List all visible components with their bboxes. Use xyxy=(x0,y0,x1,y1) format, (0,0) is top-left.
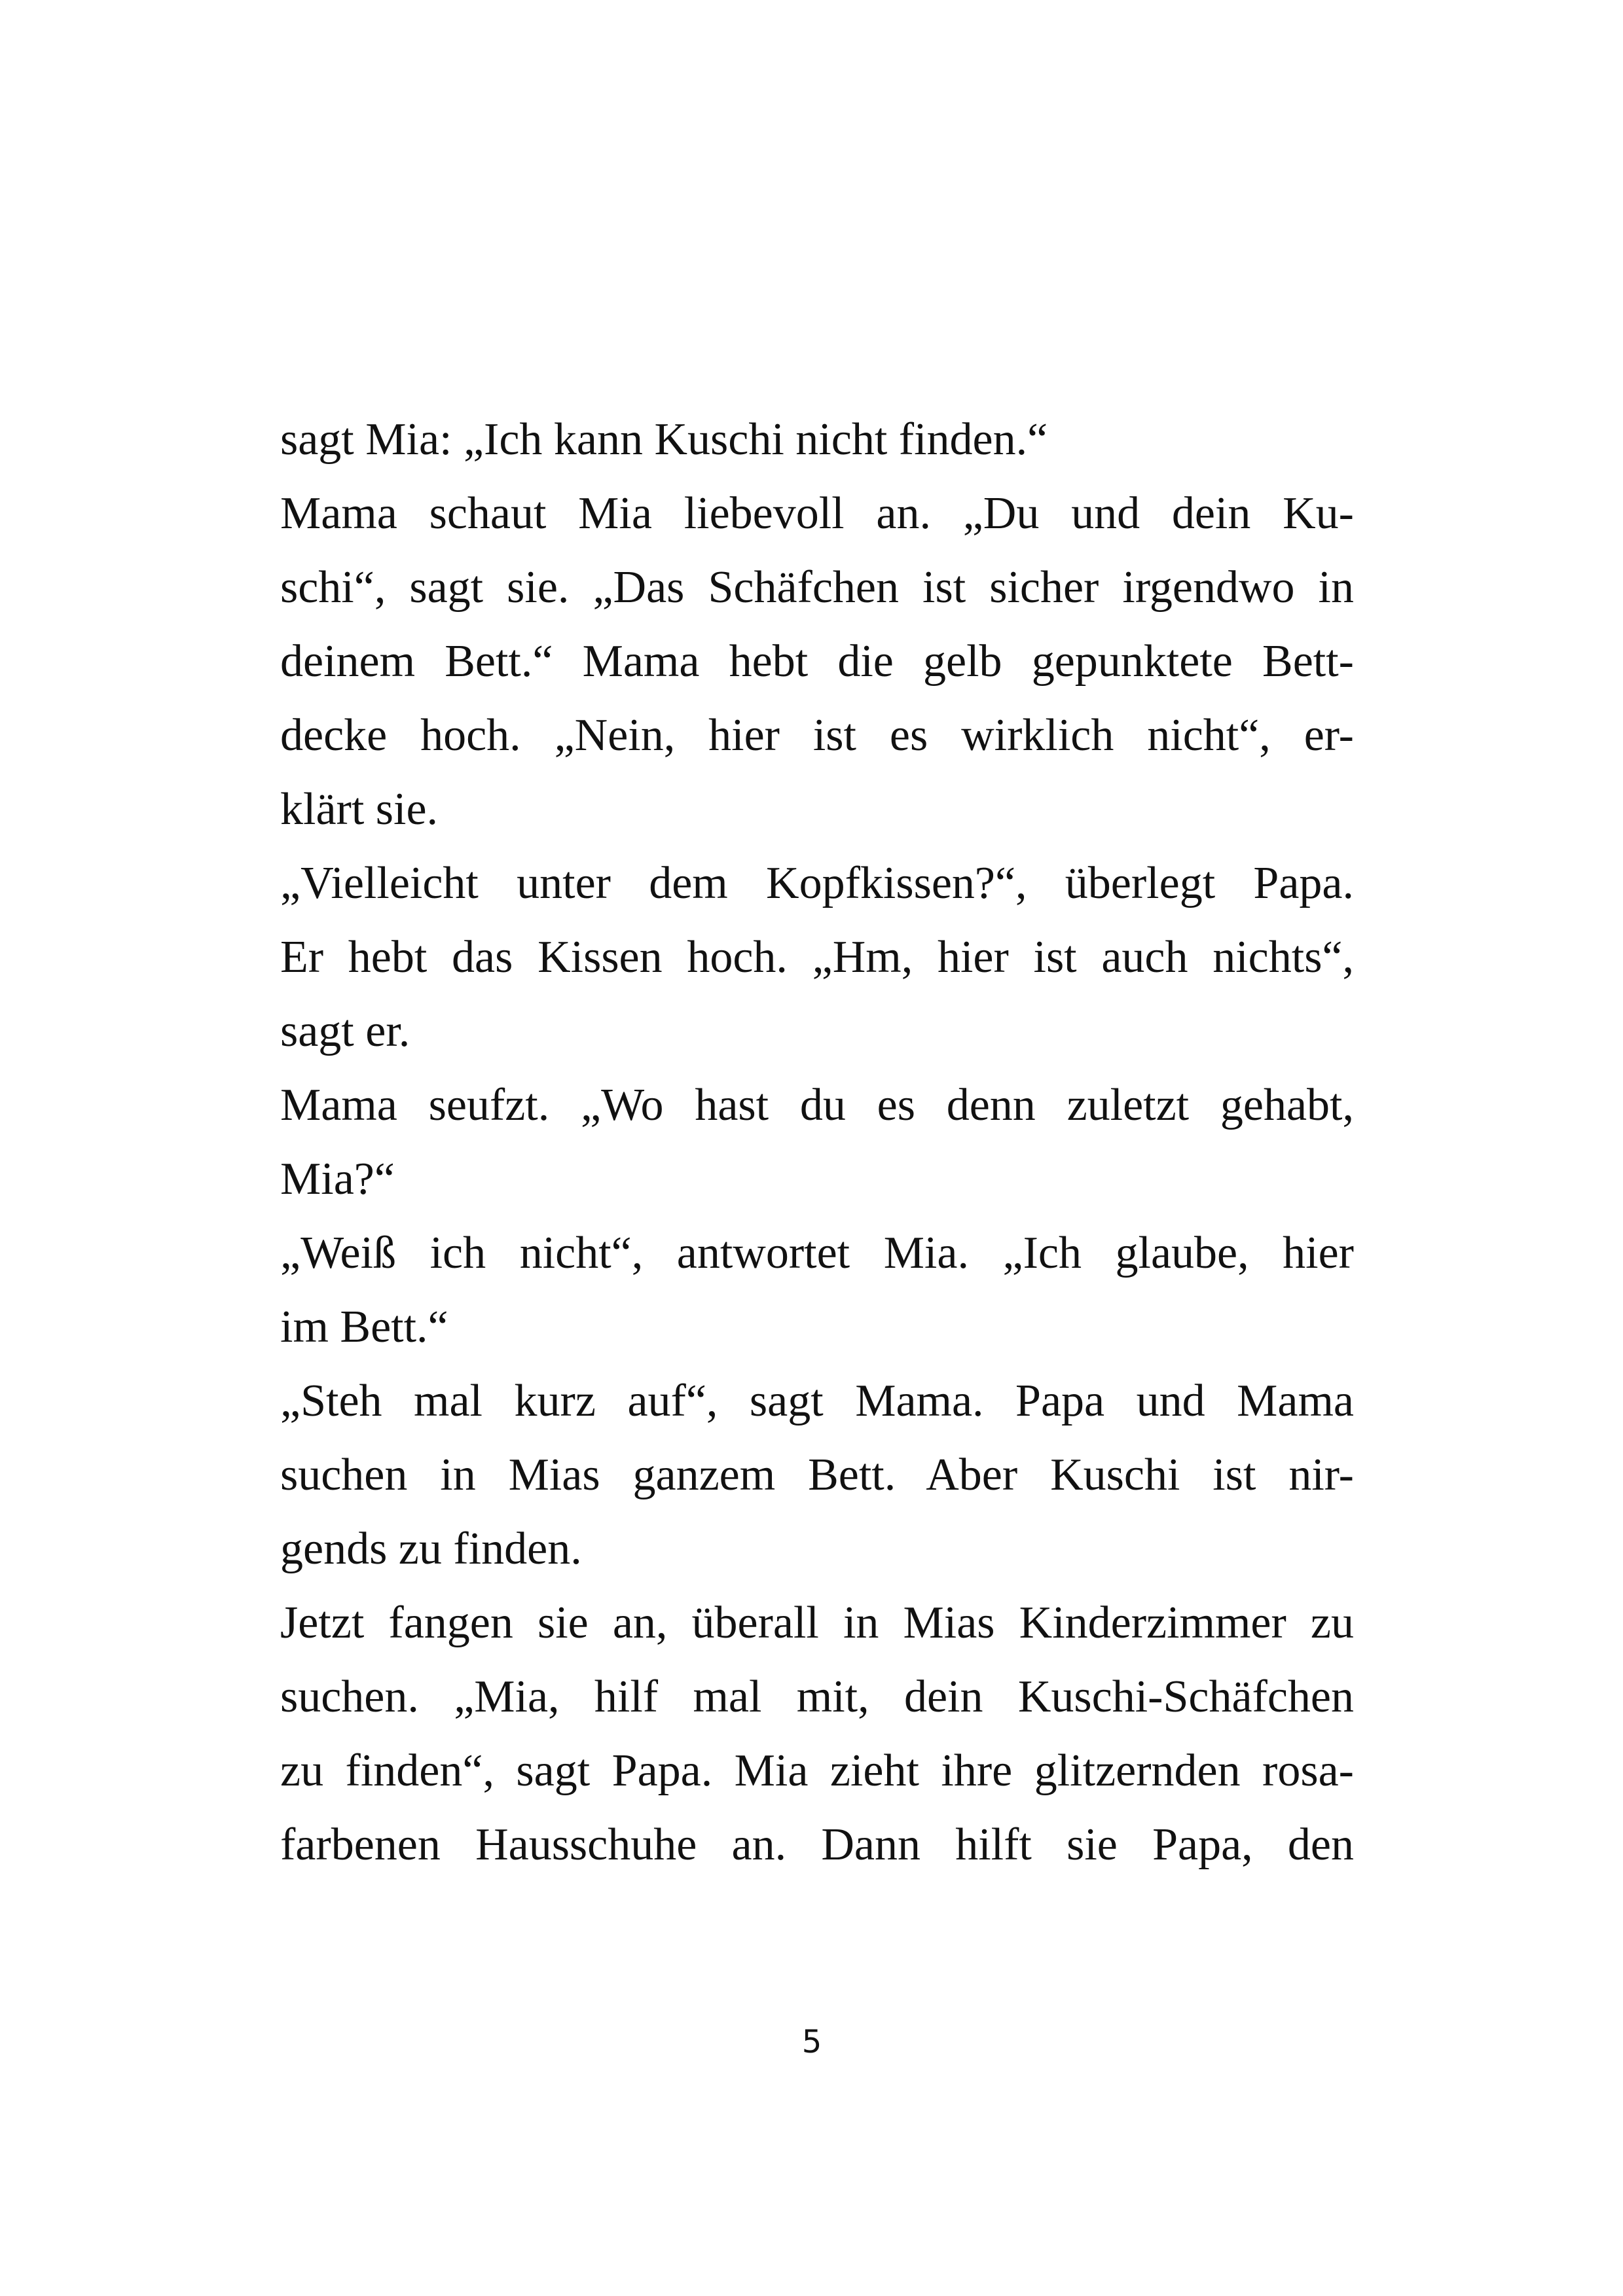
page-number: 5 xyxy=(801,2024,822,2060)
text-line: „Vielleicht unter dem Kopfkissen?“, überlegt Papa. xyxy=(280,858,1354,908)
text-line: gends zu finden. xyxy=(280,1524,582,1574)
text-line: „Steh mal kurz auf“, sagt Mama. Papa und Mama xyxy=(280,1376,1354,1426)
text-line: zu finden“, sagt Papa. Mia zieht ihre glitzernden rosa- xyxy=(280,1746,1354,1796)
text-line: sagt Mia: „Ich kann Kuschi nicht finden.“ xyxy=(280,414,1048,465)
text-line: Jetzt fangen sie an, überall in Mias Kinderzimmer zu xyxy=(280,1598,1354,1648)
text-line: Mama schaut Mia liebevoll an. „Du und dein Ku- xyxy=(280,488,1354,539)
text-line: „Weiß ich nicht“, antwortet Mia. „Ich glaube, hier xyxy=(280,1228,1354,1278)
text-line: suchen. „Mia, hilf mal mit, dein Kuschi-Schäfchen xyxy=(280,1672,1354,1722)
text-line: sagt er. xyxy=(280,1006,410,1056)
text-line: Er hebt das Kissen hoch. „Hm, hier ist auch nichts“, xyxy=(280,932,1354,982)
text-line: schi“, sagt sie. „Das Schäfchen ist sicher irgendwo in xyxy=(280,562,1354,613)
text-line: im Bett.“ xyxy=(280,1302,448,1352)
text-line: suchen in Mias ganzem Bett. Aber Kuschi ist nir- xyxy=(280,1450,1354,1500)
text-line: Mama seufzt. „Wo hast du es denn zuletzt gehabt, xyxy=(280,1080,1354,1130)
text-line: farbenen Hausschuhe an. Dann hilft sie Papa, den xyxy=(280,1820,1354,1870)
text-line: deinem Bett.“ Mama hebt die gelb gepunktete Bett- xyxy=(280,636,1354,687)
text-line: decke hoch. „Nein, hier ist es wirklich nicht“, er- xyxy=(280,710,1354,761)
text-line: klärt sie. xyxy=(280,784,439,834)
text-line: Mia?“ xyxy=(280,1154,395,1204)
